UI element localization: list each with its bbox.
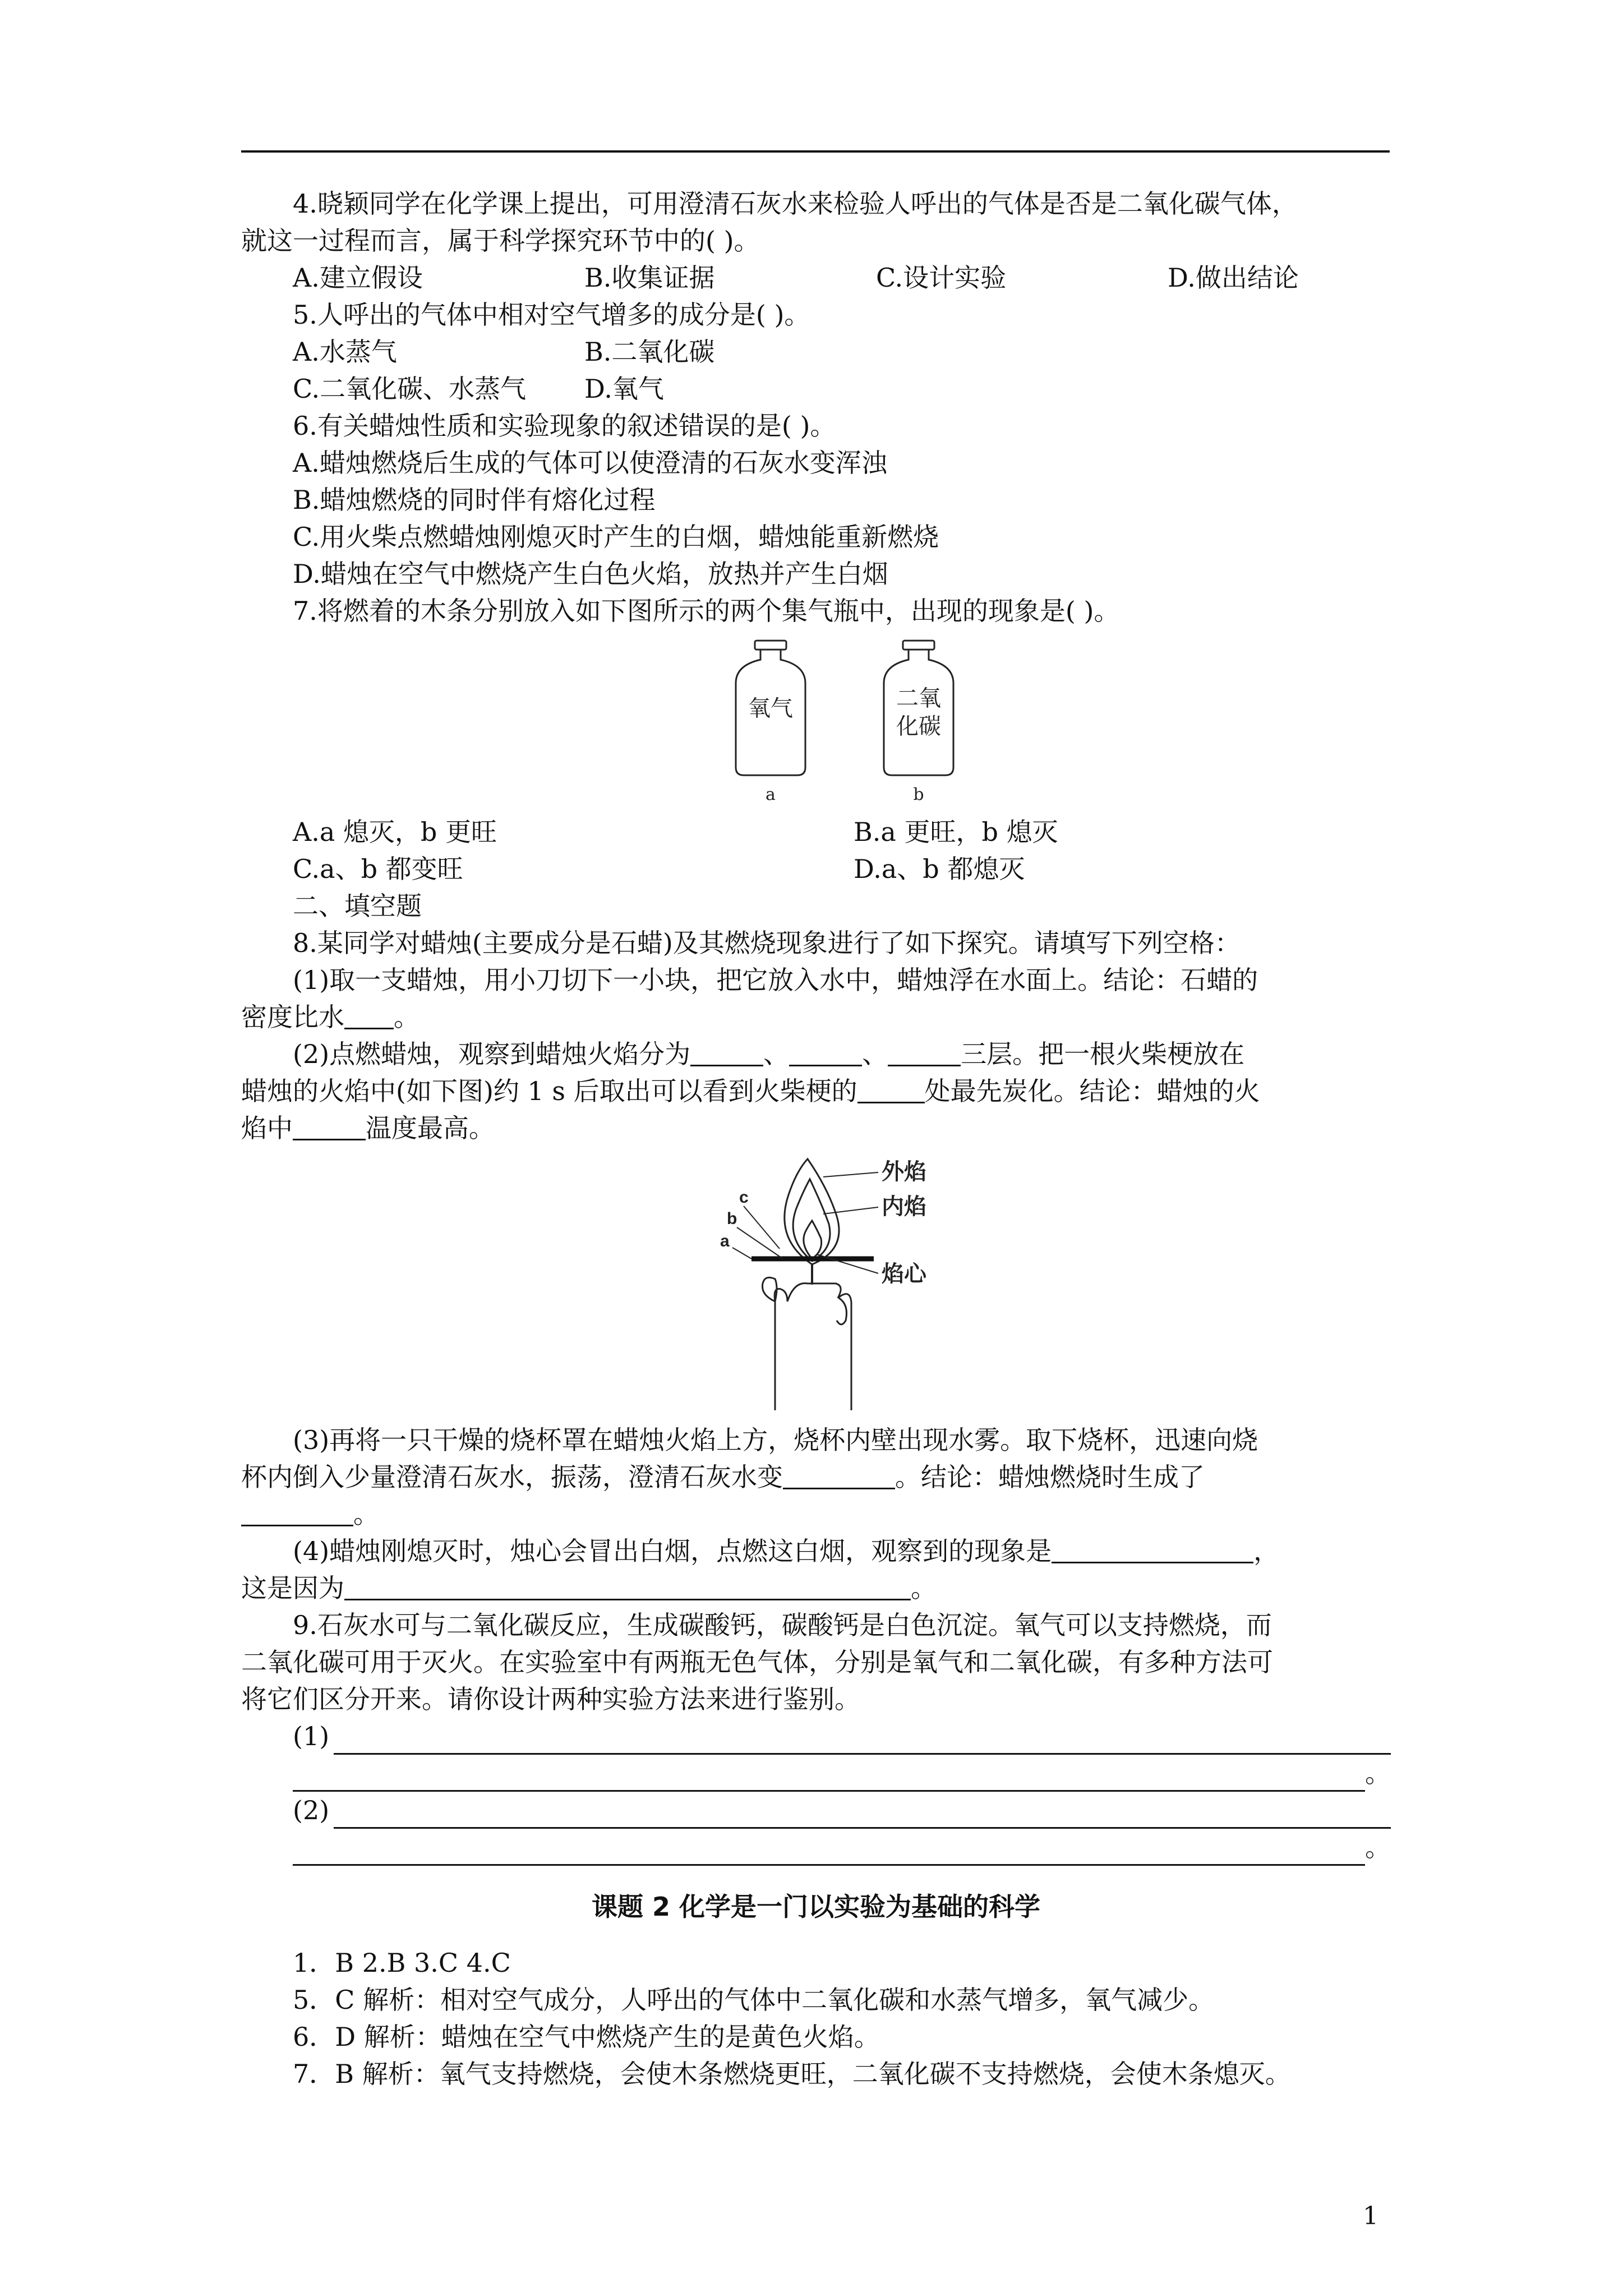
- flame-core: [804, 1221, 822, 1259]
- q7-options-row1: [241, 813, 1391, 850]
- q6-option-b: B.蜡烛燃烧的同时伴有熔化过程: [293, 485, 656, 515]
- q8-part1: (1)取一支蜡烛，用小刀切下一小块，把它放入水中，蜡烛浮在水面上。结论：石蜡的: [293, 965, 1258, 995]
- q8-part1-cont: [241, 999, 1391, 1036]
- q5-option-c: C.二氧化碳、水蒸气: [293, 374, 527, 404]
- answer-5: 5．C 解析：相对空气成分，人呼出的气体中二氧化碳和水蒸气增多，氧气减少。: [293, 1985, 1215, 2015]
- blank-smoke-phenomenon[interactable]: [1052, 1542, 1253, 1563]
- q8-stem: 8.某同学对蜡烛(主要成分是石蜡)及其燃烧现象进行了如下探究。请填写下列空格：: [293, 928, 1241, 958]
- q5-options-row1: [241, 333, 1391, 370]
- q8-part1-text: 密度比水: [241, 1002, 344, 1032]
- q8-sep-2: 、: [862, 1039, 888, 1069]
- q8-part3-end: 。: [353, 1499, 379, 1529]
- q8-part3-text: 杯内倒入少量澄清石灰水，振荡，澄清石灰水变: [241, 1462, 783, 1492]
- section-fill-in-title: 二、填空题: [293, 891, 422, 921]
- q5-stem: 5.人呼出的气体中相对空气增多的成分是( )。: [293, 300, 810, 330]
- q4-option-c: C.设计实验: [876, 263, 1007, 293]
- candle-flame-figure: [712, 1154, 959, 1412]
- q8-part4-text-2: 这是因为: [241, 1573, 344, 1603]
- q7-option-a: A.a 熄灭，b 更旺: [293, 817, 497, 847]
- flame: [785, 1159, 839, 1264]
- q4-stem-cont: 就这一过程而言，属于科学探究环节中的( )。: [241, 226, 760, 256]
- q5-options-row2: [241, 370, 1391, 407]
- q8-part2-end: 三层。把一根火柴梗放在: [961, 1039, 1245, 1069]
- label-inner-flame: 内焰: [882, 1194, 926, 1220]
- q7-stem: 7.将燃着的木条分别放入如下图所示的两个集气瓶中，出现的现象是( )。: [293, 596, 1120, 626]
- q6-option-c: C.用火柴点燃蜡烛刚熄灭时产生的白烟，蜡烛能重新燃烧: [293, 522, 939, 552]
- q8-part3: (3)再将一只干燥的烧杯罩在蜡烛火焰上方，烧杯内壁出现水雾。取下烧杯，迅速向烧: [293, 1425, 1258, 1455]
- q9-method-1-label: (1): [293, 1721, 330, 1751]
- blank-method-1-line-1[interactable]: [334, 1733, 1391, 1755]
- header-rule: [241, 150, 1390, 153]
- bottle-b-letter: b: [913, 785, 924, 804]
- q9-method-2-end: 。: [1365, 1832, 1391, 1862]
- q9-stem-1: 9.石灰水可与二氧化碳反应，生成碳酸钙，碳酸钙是白色沉淀。氧气可以支持燃烧，而: [293, 1610, 1272, 1640]
- q7-option-d: D.a、b 都熄灭: [854, 854, 1025, 884]
- q8-part4-cont: [241, 1570, 1391, 1607]
- q6-stem: 6.有关蜡烛性质和实验现象的叙述错误的是( )。: [293, 411, 836, 441]
- q9-method-2-cont: [241, 1829, 1391, 1866]
- blank-hottest-layer[interactable]: [293, 1119, 366, 1140]
- bottle-b-label-2: 化碳: [896, 714, 941, 739]
- blank-product[interactable]: [241, 1504, 353, 1526]
- blank-flame-layer-3[interactable]: [888, 1045, 961, 1066]
- blank-flame-layer-1[interactable]: [690, 1045, 763, 1066]
- q5-option-b: B.二氧化碳: [584, 337, 715, 367]
- label-flame-core: 焰心: [882, 1261, 926, 1287]
- q8-part2-text-3: 处最先炭化。结论：蜡烛的火: [924, 1076, 1260, 1106]
- q9-method-2-label: (2): [293, 1795, 330, 1825]
- q8-part4: [241, 1533, 1391, 1570]
- answer-7: 7．B 解析：氧气支持燃烧，会使木条燃烧更旺，二氧化碳不支持燃烧，会使木条熄灭。: [293, 2059, 1291, 2089]
- q9-method-1-end: 。: [1365, 1758, 1391, 1788]
- q8-part4-text: (4)蜡烛刚熄灭时，烛心会冒出白烟，点燃这白烟，观察到的现象是: [293, 1536, 1052, 1566]
- blank-density[interactable]: [344, 1007, 394, 1029]
- blank-smoke-reason[interactable]: [344, 1579, 911, 1600]
- q8-part3-cont-2: [241, 1496, 1391, 1533]
- q7-options-row2: [241, 850, 1391, 887]
- q8-part2-cont-2: [241, 1110, 1391, 1147]
- gas-bottles-figure: [729, 637, 987, 806]
- label-outer-flame: 外焰: [882, 1159, 926, 1185]
- outer-flame: [785, 1159, 839, 1264]
- q4-options: [241, 259, 1391, 296]
- q9-method-2: [241, 1792, 1391, 1829]
- q9-method-1: [241, 1718, 1391, 1755]
- q8-part3-text-2: 。结论：蜡烛燃烧时生成了: [895, 1462, 1205, 1492]
- q8-part3-cont: [241, 1458, 1391, 1496]
- q6-option-a: A.蜡烛燃烧后生成的气体可以使澄清的石灰水变浑浊: [293, 448, 887, 478]
- q8-part2-text-2: 蜡烛的火焰中(如下图)约 1 s 后取出可以看到火柴梗的: [241, 1076, 857, 1106]
- page-number: 1: [1363, 2202, 1378, 2230]
- q8-part2-text-5: 温度最高。: [366, 1113, 495, 1143]
- blank-match-char[interactable]: [857, 1082, 925, 1103]
- q7-option-c: C.a、b 都变旺: [293, 854, 463, 884]
- label-b: b: [727, 1209, 737, 1228]
- q8-part2-text: (2)点燃蜡烛，观察到蜡烛火焰分为: [293, 1039, 691, 1069]
- candle-body: [762, 1277, 851, 1410]
- worksheet-body: [241, 185, 1391, 2092]
- q5-option-a: A.水蒸气: [293, 337, 397, 367]
- q4-option-a: A.建立假设: [293, 263, 423, 293]
- q8-part2: [241, 1036, 1391, 1073]
- q8-part2-text-4: 焰中: [241, 1113, 293, 1143]
- q6-option-d: D.蜡烛在空气中燃烧产生白色火焰，放热并产生白烟: [293, 559, 888, 589]
- q4-option-b: B.收集证据: [584, 263, 715, 293]
- label-a: a: [720, 1232, 730, 1250]
- q5-option-d: D.氧气: [584, 374, 664, 404]
- label-c: c: [739, 1188, 749, 1207]
- blank-method-2-line-1[interactable]: [334, 1807, 1391, 1829]
- bottle-b-label-1: 二氧: [896, 685, 941, 711]
- blank-limewater-change[interactable]: [783, 1467, 895, 1489]
- answers-heading: 课题 2 化学是一门以实验为基础的科学: [591, 1892, 1041, 1922]
- q9-stem-2: 二氧化碳可用于灭火。在实验室中有两瓶无色气体，分别是氧气和二氧化碳，有多种方法可: [241, 1647, 1273, 1677]
- bottle-a-label: 氧气: [748, 696, 793, 721]
- q8-part4-end: 。: [911, 1573, 937, 1603]
- blank-method-1-line-2[interactable]: [293, 1770, 1365, 1792]
- q4-option-d: D.做出结论: [1168, 263, 1299, 293]
- q9-method-1-cont: [241, 1755, 1391, 1792]
- blank-flame-layer-2[interactable]: [789, 1045, 862, 1066]
- q8-part4-comma: ，: [1253, 1536, 1280, 1566]
- q8-sep-1: 、: [763, 1039, 790, 1069]
- q8-part1-end: 。: [394, 1002, 419, 1032]
- q4-stem: 4.晓颖同学在化学课上提出，可用澄清石灰水来检验人呼出的气体是否是二氧化碳气体，: [293, 188, 1298, 219]
- answer-6: 6．D 解析：蜡烛在空气中燃烧产生的是黄色火焰。: [293, 2022, 880, 2052]
- q9-stem-3: 将它们区分开来。请你设计两种实验方法来进行鉴别。: [241, 1684, 860, 1714]
- answer-1-4: 1．B 2.B 3.C 4.C: [293, 1948, 511, 1978]
- blank-method-2-line-2[interactable]: [293, 1844, 1365, 1866]
- bottle-a-letter: a: [766, 785, 776, 804]
- q8-part2-cont: [241, 1073, 1391, 1110]
- q7-option-b: B.a 更旺，b 熄灭: [854, 817, 1058, 847]
